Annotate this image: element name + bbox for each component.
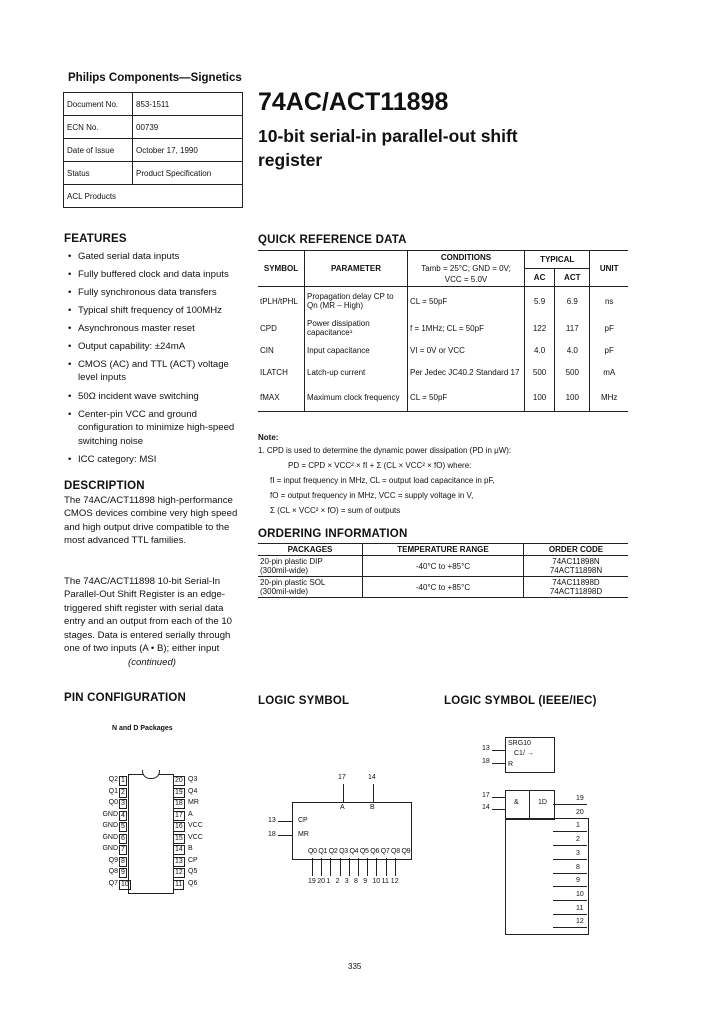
pin-number: 3 [344, 878, 349, 885]
pin-number: 4 [121, 811, 125, 819]
logic-symbol-heading: LOGIC SYMBOL [258, 695, 350, 707]
pin-number: 2 [335, 878, 340, 885]
pin-number: 3 [121, 800, 125, 807]
description-paragraph: The 74AC/ACT11898 high-performance CMOS devices combine very high speed and high output drive compatible to the most advanced TTL families. [64, 495, 238, 547]
pin-number: 12 [390, 878, 399, 885]
pin-number: 1 [326, 878, 331, 885]
qrd-heading: QUICK REFERENCE DATA [258, 234, 407, 246]
ieee-data-block [505, 790, 555, 820]
output-lead [553, 886, 587, 887]
note-text: fI = input frequency in MHz, CL = output load capacitance in pF, [270, 476, 495, 485]
list-item: • 50Ω incident wave switching [68, 391, 199, 402]
pin-name: Q8 [108, 868, 118, 875]
pin-number: 11 [175, 880, 183, 888]
output-lead [553, 818, 587, 819]
ieee-reset-label: R [508, 761, 514, 768]
note-text: fO = output frequency in MHz, VCC = supply voltage in V, [270, 491, 474, 500]
table-row: Date of Issue October 17, 1990 [64, 139, 243, 162]
pin-label: MR [298, 831, 309, 838]
list-item: • ICC category: MSI [68, 454, 157, 465]
pin-label: B [370, 804, 375, 811]
ieee-header: SRG10 [508, 740, 531, 747]
pin-number: 2 [121, 788, 125, 796]
pin-label: A [340, 804, 345, 811]
output-lead [340, 858, 341, 876]
pin-number: 17 [338, 774, 346, 781]
output-lead [553, 845, 587, 846]
output-lead [386, 858, 387, 876]
pin-number: 18 [175, 800, 183, 807]
pin-number: 20 [317, 878, 325, 885]
pin-name: VCC [188, 822, 203, 829]
table-row: Document No. 853-1511 [64, 93, 243, 116]
ieee-clock-label: C1/ → [514, 750, 534, 757]
pin-name: Q0 [108, 799, 118, 806]
pin-number: 20 [576, 808, 584, 816]
description-heading: DESCRIPTION [64, 480, 145, 492]
list-item: • Fully buffered clock and data inputs [68, 269, 229, 280]
document-info-table [63, 92, 243, 208]
note-text: PD = CPD × VCC² × fI + Σ (CL × VCC² × fO) where: [288, 461, 472, 470]
pin-number: 17 [175, 811, 183, 819]
pin-number: 1 [121, 777, 125, 784]
pin-name: Q1 [108, 787, 118, 795]
pin-name: Q9 [108, 856, 118, 864]
pin-number: 3 [576, 849, 580, 857]
pin-number: 11 [576, 904, 584, 912]
pin-config-heading: PIN CONFIGURATION [64, 692, 187, 704]
pin-number: 10 [372, 878, 381, 885]
table-row: CPD Power dissipation capacitance¹ f = 1MHz; CL = 50pF 122 117 pF [258, 316, 628, 341]
table-row: ECN No. 00739 [64, 116, 243, 139]
output-labels: Q0 Q1 Q2 Q3 Q4 Q5 Q6 Q7 Q8 Q9 [308, 848, 411, 855]
part-number: 74AC/ACT11898 [258, 88, 449, 116]
pin-number: 9 [121, 869, 125, 876]
table-row: 20-pin plastic DIP (300mil-wide) -40°C to +85°C 74AC11898N 74ACT11898N [258, 556, 628, 577]
page-title: 10-bit serial-in parallel-out shift [258, 126, 518, 146]
pin-number: 8 [576, 863, 580, 871]
output-lead [553, 859, 587, 860]
output-lead [312, 858, 313, 876]
pin-number: 18 [268, 831, 276, 838]
list-item: • Typical shift frequency of 100MHz [68, 305, 222, 316]
output-lead [553, 804, 587, 805]
output-lead [358, 858, 359, 876]
output-lead [553, 900, 587, 901]
quick-reference-table: SYMBOL PARAMETER CONDITIONS Tamb = 25°C; GND = 0V; VCC = 5.0V TYPICAL UNIT AC ACT tPLH/tPHL Propagation delay CP to Qn (MR – High) CL = 50pF 5.9 6.9 ns CPD Power dissipation capacitance¹ f = 1MHz; CL = 50pF 122 117 pF CIN Input capacitance VI = 0V or VCC 4.0 4.0 pF ILATCH Latch-up current Per Jedec JC40.2 Standard 17 500 500 mA fMAX Maximum clock frequency CL = 50pF 100 100 MHz [258, 250, 628, 412]
list-item: • Fully synchronous data transfers [68, 287, 217, 298]
ieee-and-label: & [514, 799, 519, 806]
output-lead [349, 858, 350, 876]
table-row: ILATCH Latch-up current Per Jedec JC40.2 Standard 17 500 500 mA [258, 360, 628, 385]
pin-name: Q2 [108, 776, 118, 783]
output-lead [553, 927, 587, 928]
pin-name: Q6 [188, 879, 198, 887]
pin-name: VCC [188, 833, 203, 841]
table-row: ACL Products [64, 185, 243, 208]
ieee-d-label: 1D [538, 799, 547, 806]
pin-number: 13 [268, 817, 276, 824]
pin-number: 13 [482, 745, 490, 752]
chip-body [128, 774, 174, 894]
pin-number: 14 [482, 804, 490, 811]
output-lead [553, 914, 587, 915]
output-lead [376, 858, 377, 876]
page-number: 335 [348, 962, 362, 971]
pin-number: 19 [175, 788, 183, 796]
pin-number: 10 [576, 890, 584, 898]
pin-name: Q7 [108, 879, 118, 887]
pin-number: 14 [175, 846, 183, 853]
continued-label: (continued) [128, 657, 176, 668]
pin-name: GND [102, 845, 118, 852]
ieee-symbol-heading: LOGIC SYMBOL (IEEE/IEC) [444, 695, 597, 707]
pin-number: 18 [482, 758, 490, 765]
pin-number: 5 [121, 823, 125, 830]
pin-label: CP [298, 817, 308, 824]
note-text: 1. CPD is used to determine the dynamic power dissipation (PD in μW): [258, 446, 512, 455]
pin-number: 11 [381, 878, 389, 885]
ordering-heading: ORDERING INFORMATION [258, 528, 408, 540]
table-row: tPLH/tPHL Propagation delay CP to Qn (MR – High) CL = 50pF 5.9 6.9 ns [258, 287, 628, 316]
pin-number: 19 [576, 795, 584, 802]
output-lead [553, 873, 587, 874]
pin-name: GND [102, 833, 118, 841]
pin-number: 10 [121, 880, 129, 888]
list-item: • CMOS (AC) and TTL (ACT) voltage level inputs [68, 359, 229, 384]
pin-number: 1 [576, 822, 580, 830]
pin-number: 6 [121, 834, 125, 842]
pin-number: 13 [175, 857, 183, 865]
pin-config-subtitle: N and D Packages [112, 725, 173, 732]
list-item: • Center-pin VCC and ground configuration to minimize high-speed switching noise [68, 409, 235, 447]
table-row: Status Product Specification [64, 162, 243, 185]
output-lead [395, 858, 396, 876]
pin-number: 20 [175, 777, 183, 784]
pin-name: MR [188, 799, 199, 806]
pin-number: 8 [121, 857, 125, 865]
pin-number: 19 [308, 878, 316, 885]
list-item: • Output capability: ±24mA [68, 341, 186, 352]
output-lead [367, 858, 368, 876]
list-item: • Asynchronous master reset [68, 323, 195, 334]
pin-name: Q4 [188, 787, 198, 795]
output-lead [321, 858, 322, 876]
table-row: CIN Input capacitance VI = 0V or VCC 4.0 4.0 pF [258, 341, 628, 360]
pin-name: Q3 [188, 776, 198, 783]
pin-number: 9 [363, 878, 368, 885]
features-heading: FEATURES [64, 233, 127, 245]
note-heading: Note: [258, 433, 279, 442]
pin-number: 15 [175, 834, 183, 842]
pin-name: GND [102, 822, 118, 829]
output-lead [553, 831, 587, 832]
pin-number: 9 [576, 877, 580, 885]
list-item: • Gated serial data inputs [68, 251, 180, 262]
pin-number: 14 [368, 774, 376, 781]
pin-number: 17 [482, 792, 490, 799]
pin-number: 16 [175, 823, 183, 830]
pin-number: 2 [576, 836, 580, 844]
description-paragraph: The 74AC/ACT11898 10-bit Serial-In Parallel-Out Shift Register is an edge-triggered shift register with serial data entry and an output from each of the 10 stages. Data is entered serially through one of two inputs (A • B); either input [64, 576, 233, 655]
pin-number: 8 [354, 878, 358, 885]
pin-name: Q5 [188, 868, 198, 875]
pin-name: CP [188, 856, 198, 864]
output-lead [330, 858, 331, 876]
table-row: 20-pin plastic SOL (300mil-wide) -40°C to +85°C 74AC11898D 74ACT11898D [260, 578, 603, 596]
pin-name: GND [102, 810, 118, 818]
ordering-table: PACKAGES TEMPERATURE RANGE ORDER CODE 20-pin plastic DIP (300mil-wide) -40°C to +85°C 74AC11898N 74ACT11898N 20-pin plastic SOL (300mil-wide) -40°C to +85°C 74AC11898D 74ACT11898D [258, 543, 628, 598]
pin-name: B [188, 845, 193, 852]
pin-number: 12 [576, 918, 584, 926]
note-text: Σ (CL × VCC² × fO) = sum of outputs [270, 506, 401, 515]
table-row: fMAX Maximum clock frequency CL = 50pF 100 100 MHz [258, 385, 628, 412]
pin-number: 7 [121, 846, 125, 853]
pin-name: A [188, 810, 193, 818]
company-name: Philips Components—Signetics [68, 72, 242, 84]
page-title-cont: register [258, 150, 323, 170]
pin-number: 12 [175, 869, 183, 876]
